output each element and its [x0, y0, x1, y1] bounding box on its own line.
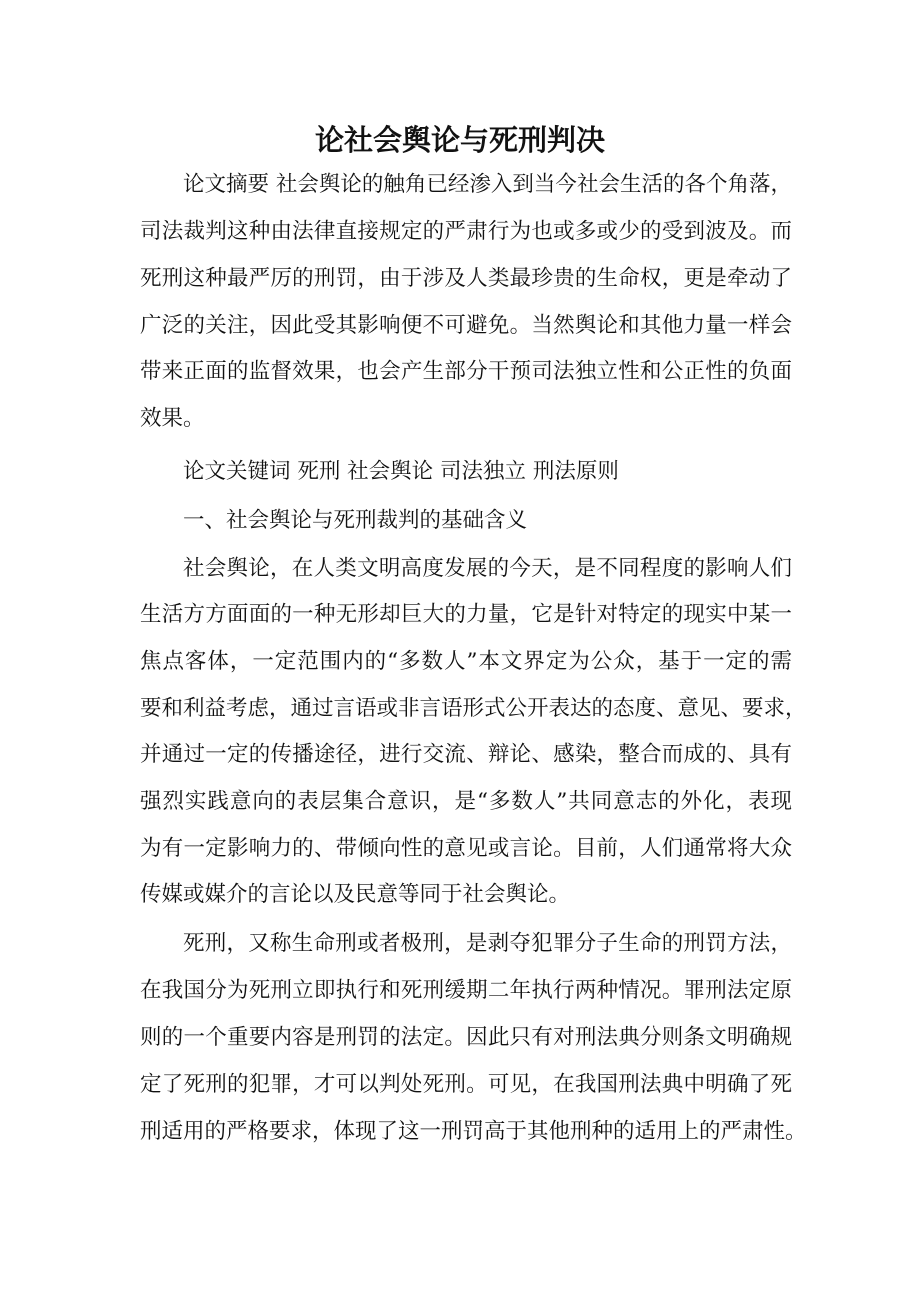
document-title: 论社会舆论与死刑判决	[314, 123, 605, 157]
abstract-line: 论文摘要 社会舆论的触角已经渗入到当今社会生活的各个角落，	[183, 172, 792, 197]
paragraph-line: 定了死刑的犯罪，才可以判处死刑。可见，在我国刑法典中明确了死	[140, 1072, 792, 1097]
paragraph-line: 为有一定影响力的、带倾向性的意见或言论。目前，人们通常将大众	[140, 836, 792, 861]
abstract-line: 广泛的关注，因此受其影响便不可避免。当然舆论和其他力量一样会	[140, 313, 792, 338]
paragraph-line: 刑适用的严格要求，体现了这一刑罚高于其他刑种的适用上的严肃性。	[140, 1119, 807, 1144]
abstract-line: 带来正面的监督效果，也会产生部分干预司法独立性和公正性的负面	[140, 359, 792, 384]
section-heading: 一、社会舆论与死刑裁判的基础含义	[183, 508, 528, 533]
keywords-line: 论文关键词 死刑 社会舆论 司法独立 刑法原则	[183, 459, 619, 484]
paragraph-line: 传媒或媒介的言论以及民意等同于社会舆论。	[140, 882, 571, 907]
paragraph-line: 生活方方面面的一种无形却巨大的力量，它是针对特定的现实中某一	[140, 602, 792, 627]
paragraph-line: 并通过一定的传播途径，进行交流、辩论、感染，整合而成的、具有	[140, 742, 792, 767]
paragraph-line: 在我国分为死刑立即执行和死刑缓期二年执行两种情况。罪刑法定原	[140, 978, 792, 1003]
abstract-line: 效果。	[140, 406, 205, 431]
paragraph-line: 则的一个重要内容是刑罚的法定。因此只有对刑法典分则条文明确规	[140, 1025, 792, 1050]
abstract-line: 死刑这种最严厉的刑罚，由于涉及人类最珍贵的生命权，更是牵动了	[140, 266, 792, 291]
paragraph-line: 社会舆论，在人类文明高度发展的今天，是不同程度的影响人们	[183, 556, 792, 581]
paragraph-line: 焦点客体，一定范围内的“多数人”本文界定为公众，基于一定的需	[140, 649, 792, 674]
abstract-line: 司法裁判这种由法律直接规定的严肃行为也或多或少的受到波及。而	[140, 219, 792, 244]
paragraph-line: 强烈实践意向的表层集合意识，是“多数人”共同意志的外化，表现	[140, 789, 792, 814]
paragraph-line: 要和利益考虑，通过言语或非言语形式公开表达的态度、意见、要求，	[140, 696, 807, 721]
paragraph-line: 死刑，又称生命刑或者极刑，是剥夺犯罪分子生命的刑罚方法，	[183, 931, 792, 956]
